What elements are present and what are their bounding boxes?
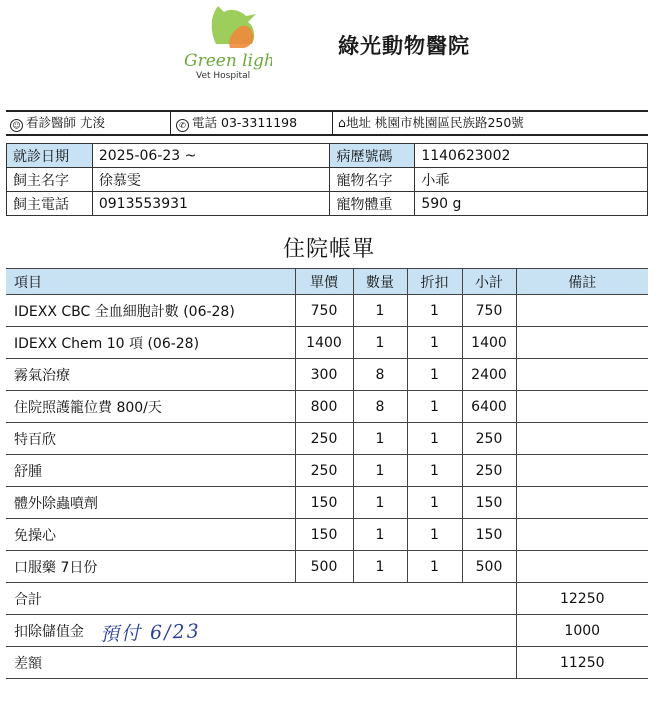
item-name: 住院照護籠位費 800/天 [6, 391, 295, 423]
logo-text-vet: Vet Hospital [196, 71, 251, 81]
subtotal: 250 [462, 423, 516, 455]
home-icon: ⌂ [338, 115, 346, 130]
discount: 1 [407, 423, 462, 455]
unit-price: 150 [295, 487, 353, 519]
doctor-label: 看診醫師 [26, 115, 77, 130]
header-item: 項目 [6, 269, 295, 295]
discount: 1 [407, 455, 462, 487]
owner-name: 徐慕雯 [92, 168, 330, 192]
note [516, 519, 648, 551]
bill-row [6, 487, 648, 519]
note [516, 551, 648, 583]
discount: 1 [407, 327, 462, 359]
header-price: 單價 [295, 269, 353, 295]
discount: 1 [407, 519, 462, 551]
quantity: 1 [353, 487, 407, 519]
note [516, 487, 648, 519]
quantity: 1 [353, 423, 407, 455]
owner-label: 飼主名字 [7, 168, 93, 192]
quantity: 8 [353, 359, 407, 391]
item-name: 霧氣治療 [6, 359, 295, 391]
note [516, 359, 648, 391]
subtotal: 150 [462, 519, 516, 551]
doctor-icon: ☺ [10, 119, 23, 132]
discount: 1 [407, 359, 462, 391]
item-name: 免操心 [6, 519, 295, 551]
handwritten-note: 預付 6/23 [99, 620, 202, 646]
bill-row [6, 295, 648, 327]
doctor-name: 尤浚 [80, 115, 106, 130]
phone-icon: ✆ [176, 119, 189, 132]
total-label: 合計 [6, 583, 516, 615]
subtotal: 6400 [462, 391, 516, 423]
note [516, 295, 648, 327]
unit-price: 150 [295, 519, 353, 551]
unit-price: 800 [295, 391, 353, 423]
header-qty: 數量 [353, 269, 407, 295]
subtotal: 1400 [462, 327, 516, 359]
address-label: 地址 [345, 115, 371, 130]
subtotal: 150 [462, 487, 516, 519]
subtotal: 250 [462, 455, 516, 487]
bill-header-row [6, 269, 648, 295]
address-cell [334, 112, 648, 134]
bill-row [6, 391, 648, 423]
logo-text-green: Green light [184, 51, 272, 71]
header-subtotal: 小計 [462, 269, 516, 295]
quantity: 1 [353, 295, 407, 327]
item-name: IDEXX Chem 10 項 (06-28) [6, 327, 295, 359]
subtotal: 750 [462, 295, 516, 327]
discount: 1 [407, 295, 462, 327]
record-no-label: 病歷號碼 [330, 144, 415, 168]
phone-cell [172, 112, 332, 134]
bill-row [6, 455, 648, 487]
doctor-cell [6, 112, 170, 134]
patient-info-table [6, 143, 648, 216]
clinic-logo [180, 2, 272, 82]
pet-name: 小乖 [415, 168, 648, 192]
discount: 1 [407, 551, 462, 583]
quantity: 1 [353, 327, 407, 359]
weight-label: 寵物體重 [330, 192, 415, 216]
clinic-info-strip [6, 110, 648, 136]
bill-row [6, 423, 648, 455]
bill-row [6, 519, 648, 551]
unit-price: 750 [295, 295, 353, 327]
bill-table [6, 268, 648, 679]
item-name: 舒腫 [6, 455, 295, 487]
total-row [6, 583, 648, 615]
quantity: 1 [353, 519, 407, 551]
discount: 1 [407, 487, 462, 519]
subtotal: 500 [462, 551, 516, 583]
clinic-name: 綠光動物醫院 [338, 34, 470, 58]
pet-weight: 590 g [415, 192, 648, 216]
bill-row [6, 359, 648, 391]
address-text: 桃園市桃園區民族路250號 [374, 115, 524, 130]
record-no: 1140623002 [415, 144, 648, 168]
diff-row [6, 647, 648, 679]
unit-price: 250 [295, 423, 353, 455]
phone-label: 電話 [192, 115, 218, 130]
header-discount: 折扣 [407, 269, 462, 295]
item-name: 體外除蟲噴劑 [6, 487, 295, 519]
header-note: 備註 [516, 269, 648, 295]
owner-phone: 0913553931 [92, 192, 330, 216]
item-name: 口服藥 7日份 [6, 551, 295, 583]
unit-price: 300 [295, 359, 353, 391]
quantity: 8 [353, 391, 407, 423]
unit-price: 1400 [295, 327, 353, 359]
deduct-label: 扣除儲值金 [6, 615, 516, 647]
bill-row [6, 551, 648, 583]
note [516, 327, 648, 359]
visit-date: 2025-06-23 ~ [92, 144, 330, 168]
phone-number: 03-3311198 [221, 115, 298, 130]
unit-price: 250 [295, 455, 353, 487]
subtotal: 2400 [462, 359, 516, 391]
item-name: IDEXX CBC 全血細胞計數 (06-28) [6, 295, 295, 327]
note [516, 391, 648, 423]
note [516, 423, 648, 455]
discount: 1 [407, 391, 462, 423]
deduct-value: 1000 [516, 615, 648, 647]
unit-price: 500 [295, 551, 353, 583]
item-name: 特百欣 [6, 423, 295, 455]
bill-row [6, 327, 648, 359]
note [516, 455, 648, 487]
diff-value: 11250 [516, 647, 648, 679]
visit-date-label: 就診日期 [7, 144, 93, 168]
owner-phone-label: 飼主電話 [7, 192, 93, 216]
bill-title: 住院帳單 [282, 237, 375, 262]
diff-label: 差額 [6, 647, 516, 679]
total-value: 12250 [516, 583, 648, 615]
quantity: 1 [353, 455, 407, 487]
pet-label: 寵物名字 [330, 168, 415, 192]
quantity: 1 [353, 551, 407, 583]
